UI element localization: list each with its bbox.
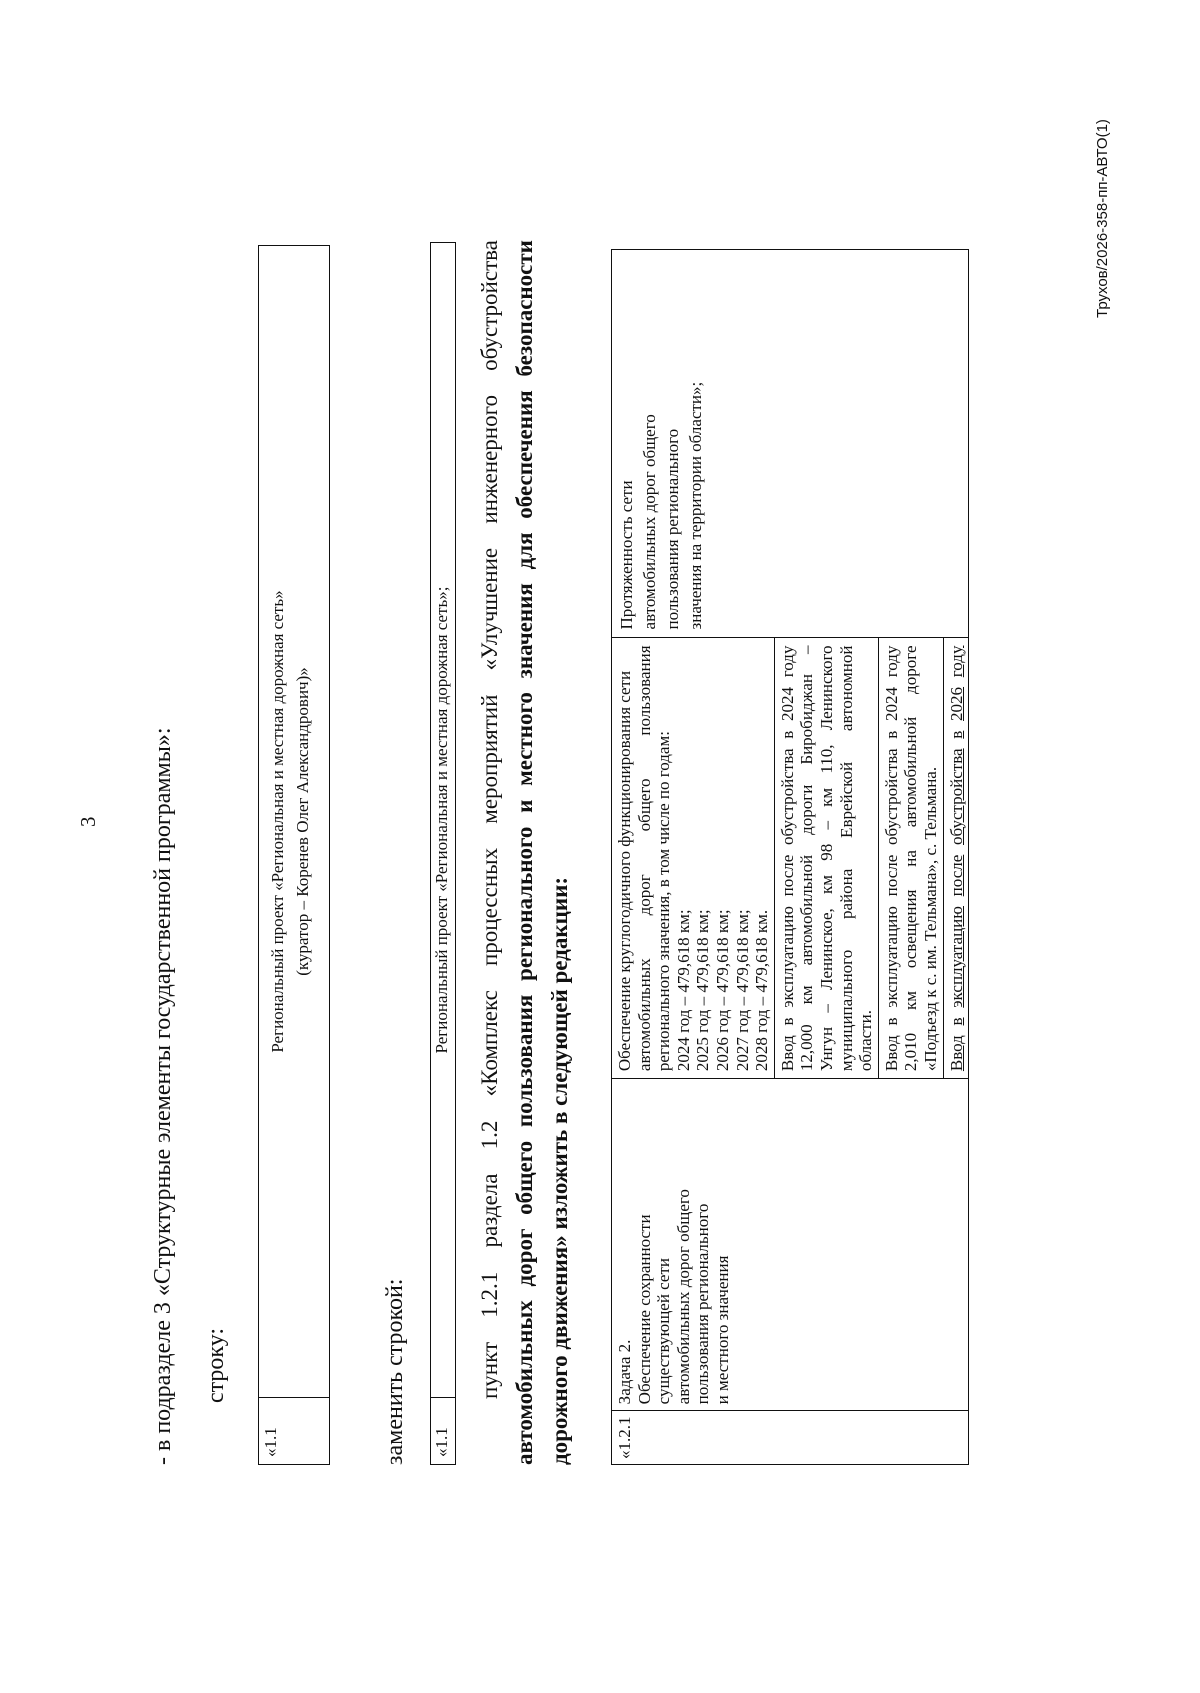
result-line-word: –	[816, 1004, 836, 1013]
result-line-word: Унгун	[816, 1026, 836, 1072]
result-block-2026	[944, 638, 969, 1078]
result-line-word: году	[881, 645, 901, 678]
result-line-word: Ленинское,	[816, 908, 836, 990]
result-line-word: обустройства	[881, 748, 901, 845]
replace-with-label: заменить строкой:	[382, 1278, 408, 1465]
paragraph-word: 1.2.1	[477, 1271, 502, 1318]
year-value-line: 2028 год – 479,618 км.	[752, 909, 772, 1072]
result-line-word: автомобильной	[901, 716, 921, 828]
paragraph-word: местного	[512, 692, 537, 786]
result-line-word: в	[777, 1017, 797, 1026]
indicator-text	[615, 258, 707, 629]
task-line: автомобильных дорог общего	[673, 1189, 693, 1405]
old-row-table	[258, 245, 330, 1465]
result-line-word: после	[777, 854, 797, 897]
result-block-road-construction	[775, 638, 879, 1078]
intro-line: - в подразделе 3 «Структурные элементы государственной программы»:	[150, 727, 176, 1465]
new-row-text: Региональный проект «Региональная и местная дорожная сеть»;	[431, 243, 456, 1398]
result-line-word: дороге	[901, 645, 921, 694]
result-block-lighting-text	[882, 645, 941, 1071]
result-line-word: 2024	[881, 686, 901, 721]
paragraph-word: общего	[512, 1140, 537, 1215]
result-line-word: Ввод	[881, 1035, 901, 1072]
paragraph-word: пункт	[477, 1341, 502, 1399]
result-line	[901, 645, 921, 1071]
task-line: и местного значения	[712, 1255, 732, 1405]
result-line-word: Ввод	[777, 1035, 797, 1072]
paragraph-word: пользования	[512, 994, 537, 1128]
result-line-word: 2,010	[901, 1032, 921, 1072]
result-line	[947, 645, 967, 1071]
result-line	[817, 645, 837, 1071]
result-line-word: Ленинского	[816, 645, 836, 731]
result-line-word: в	[777, 730, 797, 739]
new-row-number: «1.1	[431, 1398, 456, 1465]
main-row-table	[611, 249, 969, 1465]
result-line	[635, 645, 655, 1071]
result-block-roads-text	[615, 645, 674, 1071]
year-value-line: 2026 год – 479,618 км;	[712, 909, 732, 1072]
result-line-word: 98	[816, 843, 836, 861]
paragraph-1-2-1	[472, 240, 577, 1465]
new-row-table	[430, 242, 456, 1465]
task-line: пользования регионального	[693, 1203, 713, 1405]
result-line-word: км	[797, 985, 817, 1005]
result-line	[837, 645, 857, 1071]
paragraph-line-1	[472, 240, 507, 1465]
result-line: области.	[856, 1010, 876, 1072]
indicator-line: автомобильных дорог общего	[640, 414, 659, 630]
result-line: регионального значения, в том числе по годам:	[654, 731, 674, 1072]
result-line-word: пользования	[634, 645, 654, 736]
result-line	[882, 645, 902, 1071]
old-row-text	[259, 246, 330, 1398]
paragraph-line-3: дорожного движения» изложить в следующей редакции:	[547, 877, 572, 1465]
old-row-curator: (куратор – Коренев Олег Александрович)»	[293, 667, 312, 976]
paragraph-word: обеспечения	[512, 390, 537, 519]
result-line-word: 2026	[946, 686, 966, 721]
paragraph-word: значения	[512, 583, 537, 679]
paragraph-word: раздела	[477, 1173, 502, 1248]
main-row-number: «1.2.1	[612, 1411, 969, 1465]
result-line-word: в	[946, 1017, 966, 1026]
result-line-word: после	[946, 854, 966, 897]
result-line-word: эксплуатацию	[777, 906, 797, 1008]
page-number: 3	[76, 816, 100, 827]
result-line-word: эксплуатацию	[881, 906, 901, 1008]
task-line: существующей сети	[654, 1258, 674, 1405]
result-line-word: общего	[634, 778, 654, 832]
result-line-word: района	[836, 868, 856, 919]
result-line-word: обустройства	[946, 748, 966, 845]
paragraph-word: инженерного	[477, 395, 502, 524]
task-cell	[612, 1079, 969, 1411]
result-line-word: после	[881, 854, 901, 897]
paragraph-word: автомобильных	[512, 1300, 537, 1465]
year-value-line: 2024 год – 479,618 км;	[673, 909, 693, 1072]
result-line-word: 12,000	[797, 1024, 817, 1072]
paragraph-word: 1.2	[477, 1120, 502, 1150]
result-line-word: дорог	[634, 874, 654, 916]
indicator-line: пользования регионального	[663, 428, 682, 630]
result-line-word: эксплуатацию	[946, 906, 966, 1008]
year-value-line: 2027 год – 479,618 км;	[732, 909, 752, 1072]
result-line: Обеспечение круглогодичного функционирования сети	[615, 670, 634, 1072]
old-row-title: Региональный проект «Региональная и местная дорожная сеть»	[268, 590, 287, 1053]
result-line-word: Биробиджан	[797, 674, 817, 765]
paragraph-word: «Комплекс	[477, 990, 502, 1097]
paragraph-word: процессных	[477, 847, 502, 966]
result-line-word: –	[797, 645, 817, 655]
indicator-cell	[612, 250, 969, 638]
result-block-lighting	[879, 638, 944, 1078]
old-row-number: «1.1	[259, 1398, 330, 1465]
result-line-word: км	[816, 787, 836, 807]
paragraph-line-2	[507, 240, 542, 1465]
paragraph-word: для	[512, 532, 537, 570]
paragraph-word: «Улучшение	[477, 547, 502, 671]
indicator-line: Протяженность сети	[617, 480, 636, 630]
result-line-word: на	[901, 850, 921, 867]
replace-from-label: строку:	[203, 1327, 229, 1403]
result-line-word: км	[901, 990, 921, 1011]
indicator-line: значения на территории области»;	[686, 381, 705, 630]
result-line-word: км	[816, 874, 836, 895]
result-line-word: автомобильной	[797, 854, 817, 966]
paragraph-word: обустройства	[477, 240, 502, 371]
result-block-2026-text	[947, 645, 967, 1071]
task-line: Обеспечение сохранности	[634, 1214, 654, 1405]
result-block-road-construction-text	[778, 645, 876, 1071]
paragraph-word: мероприятий	[477, 694, 502, 824]
year-value-line: 2025 год – 479,618 км;	[693, 909, 713, 1072]
result-line-word: –	[816, 821, 836, 830]
result-cell	[612, 638, 969, 1079]
result-line-word: 110,	[816, 744, 836, 774]
task-line: Задача 2.	[615, 1339, 634, 1405]
result-block-roads	[612, 638, 775, 1078]
result-line-word: Еврейской	[836, 761, 856, 838]
result-line-word: в	[881, 730, 901, 739]
paragraph-word: дорог	[512, 1228, 537, 1287]
result-line-word: году	[777, 645, 797, 678]
result-line: «Подъезд к с. им. Тельмана», с. Тельмана.	[920, 766, 940, 1072]
result-block-roads-years	[674, 645, 772, 1071]
result-line-word: Ввод	[946, 1035, 966, 1072]
result-line-word: 2024	[777, 686, 797, 721]
result-line	[797, 645, 817, 1071]
result-line-word: в	[946, 730, 966, 739]
result-line-word: освещения	[901, 889, 921, 969]
result-line-word: автомобильных	[634, 958, 654, 1072]
result-line-word: дороги	[797, 784, 817, 835]
result-line	[778, 645, 798, 1071]
paragraph-word: и	[512, 799, 537, 813]
paragraph-word: регионального	[512, 826, 537, 981]
paragraph-word: безопасности	[512, 240, 537, 377]
document-footer-code: Трухов/2026-358-пп-АВТО(1)	[1094, 119, 1111, 318]
result-line-word: году	[946, 645, 966, 678]
result-line-word: автономной	[836, 645, 856, 732]
task-text	[615, 1085, 733, 1404]
result-line-word: обустройства	[777, 748, 797, 845]
result-line-word: в	[881, 1017, 901, 1026]
result-line-word: муниципального	[836, 949, 856, 1072]
